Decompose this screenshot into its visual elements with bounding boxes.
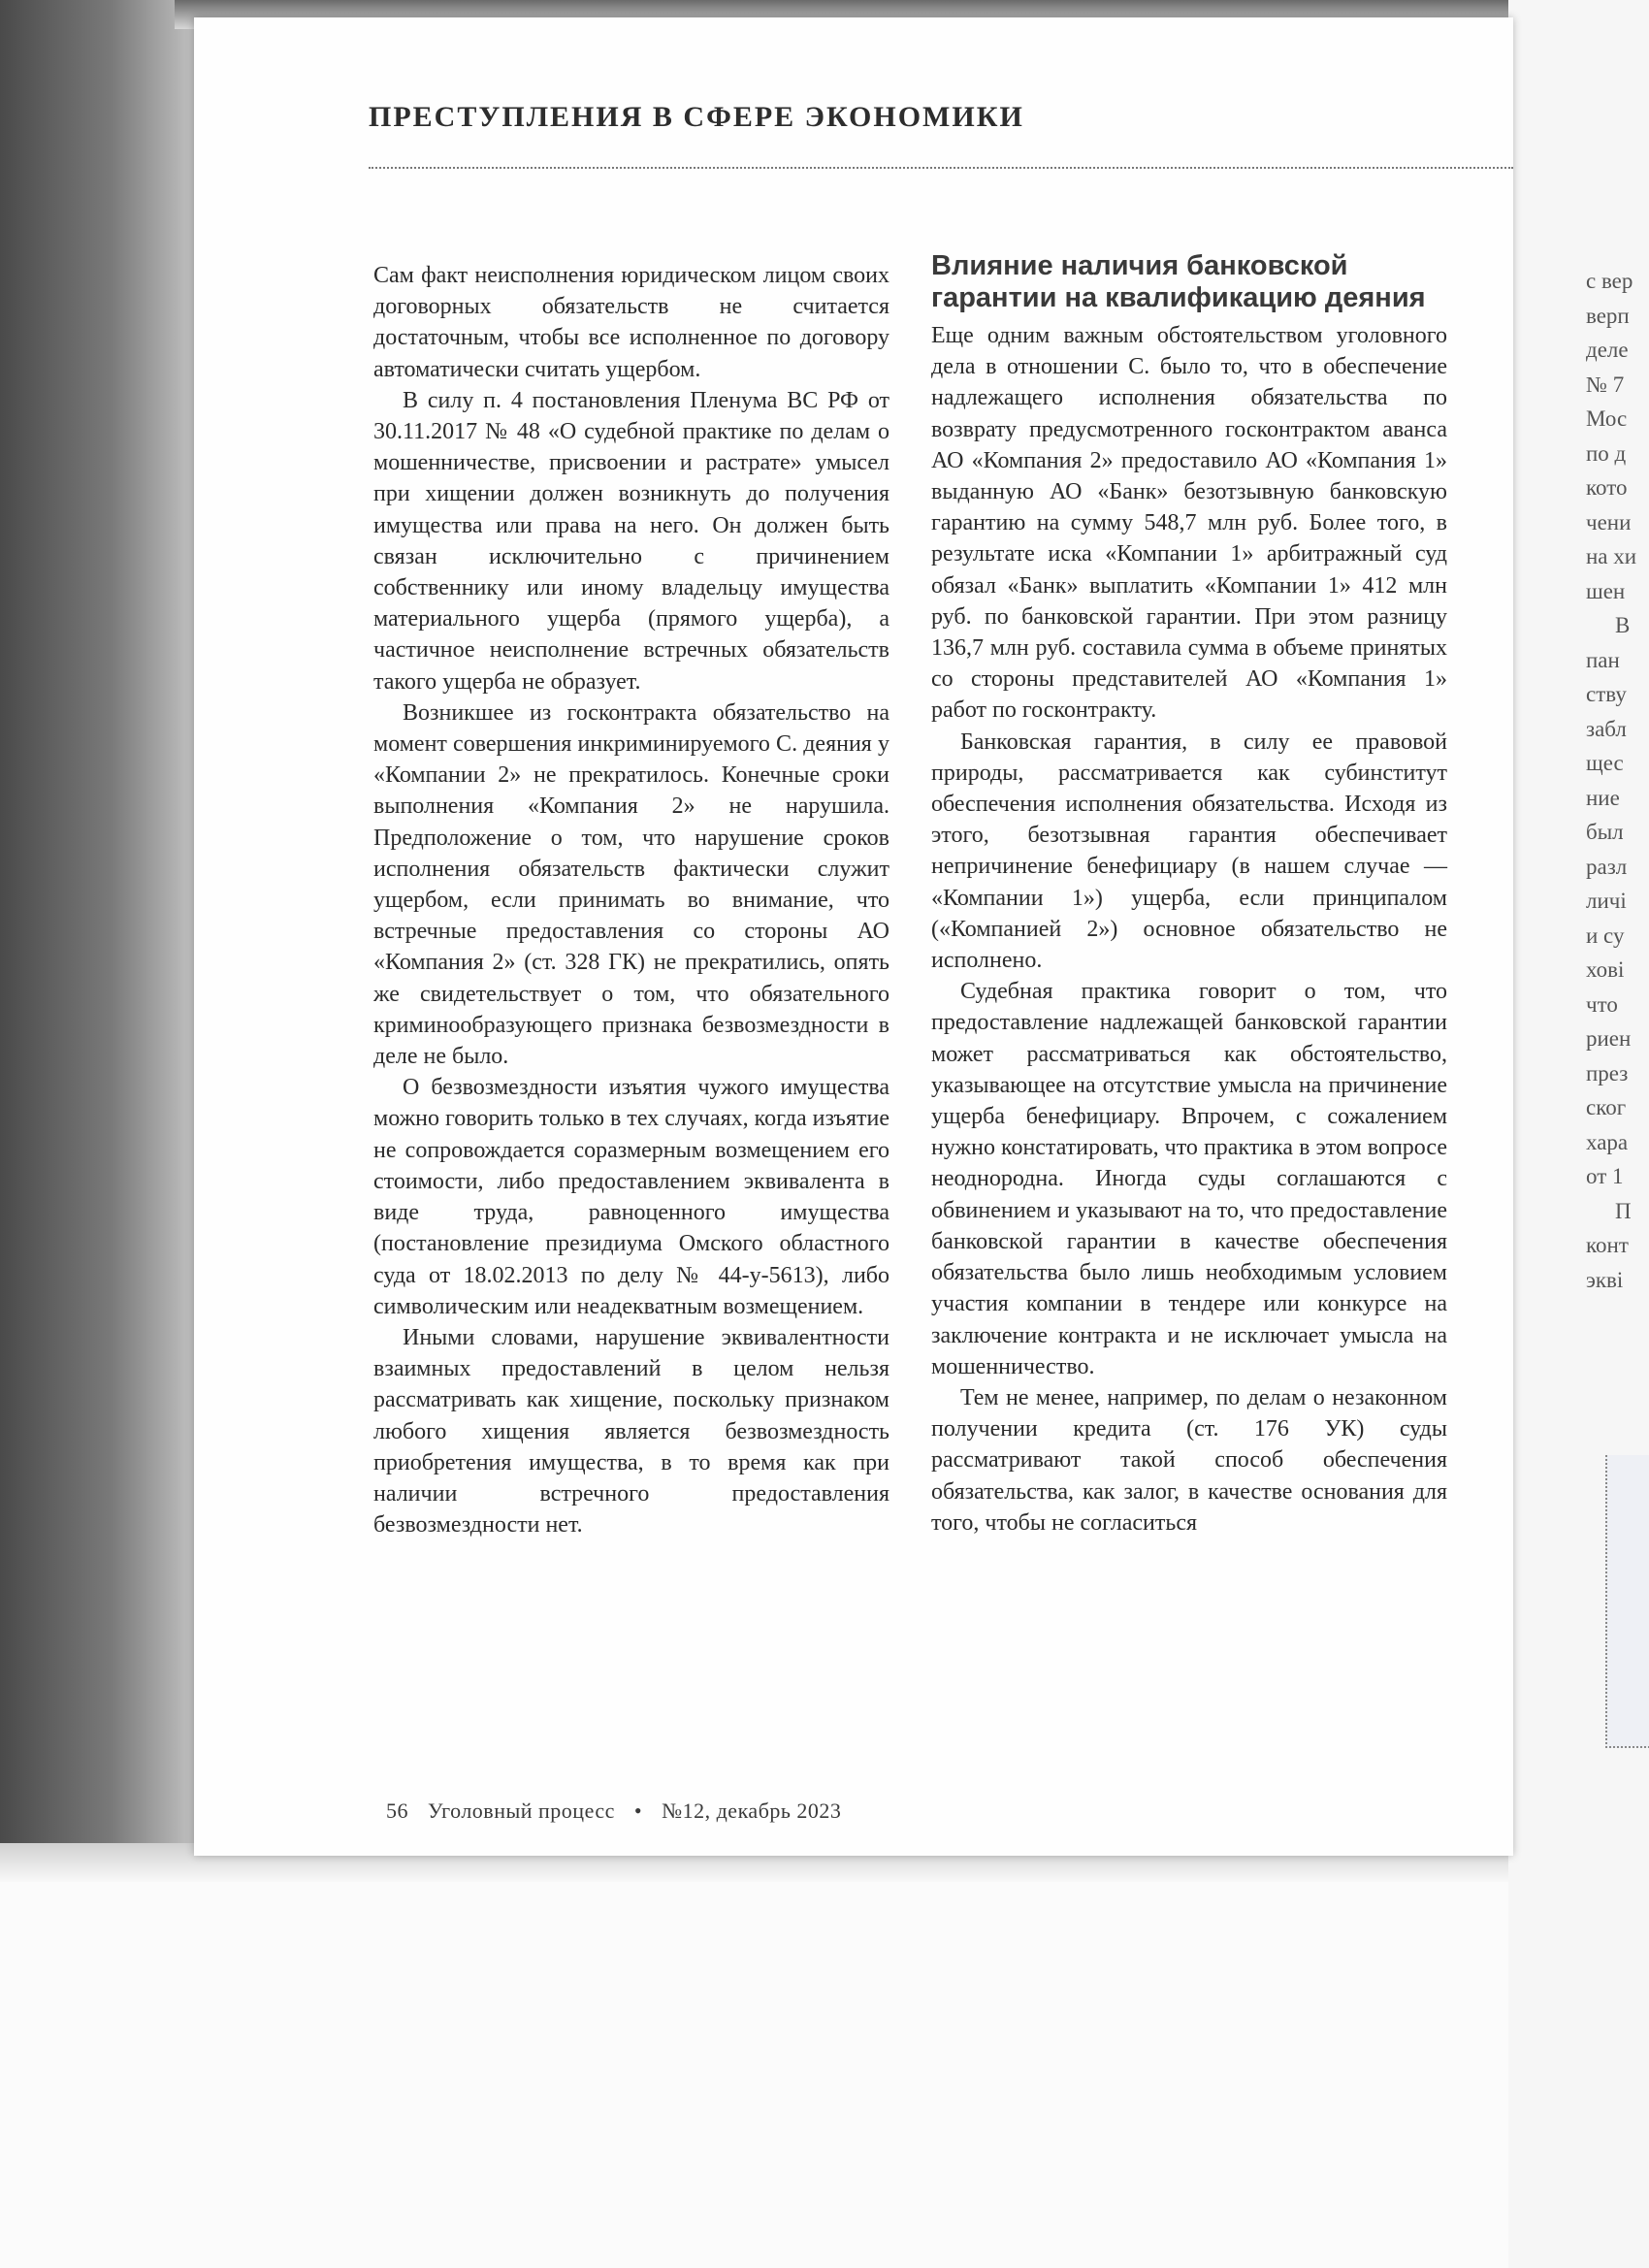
paragraph: Сам факт неисполнения юридическом лицом своих договорных обязательств не считается достаточным, чтобы все исполненное по договору автоматически считать ущербом.: [373, 263, 889, 382]
next-page-text-fragment: и су: [1586, 923, 1625, 948]
next-page-text-fragment: ству: [1586, 682, 1627, 706]
next-page-text-fragment: с вер: [1586, 269, 1633, 293]
next-page-text-fragment: щес: [1586, 751, 1624, 775]
paragraph: Возникшее из госконтракта обязательство на момент совершения инкриминируемого С. деяния у «Компании 2» не прекратилось. Конечные сроки выполнения «Компания 2» не нарушила. Предположение о том, что нарушение сроков исполнения обязательств фактически служит ущербом, если принимать во внимание, что встречные предоставления со стороны АО «Компания 2» (ст. 328 ГК) не прекратились, опять же свидетельствует о том, что обязательного криминообразующего признака безвозмездности в деле не было.: [373, 699, 889, 1070]
next-page-text-fragment: риен: [1586, 1026, 1632, 1051]
paragraph: Судебная практика говорит о том, что предоставление надлежащей банковской гарантии может рассматриваться как обстоятельство, указывающее на отсутствие умысла на причинение ущерба бенефициару. Впрочем, с сожалением нужно констатировать, что практика в этом вопросе неоднородна. Иногда суды соглашаются с обвинением и указывают на то, что предоставление банковской гарантии в качестве обеспечения обязательства было лишь необходимым условием участия компании в тендере или конкурсе на заключение контракта и не исключает умысла на мошенничество.: [931, 979, 1447, 1379]
next-page-text-fragment: хові: [1586, 957, 1625, 982]
next-page-text-fragment: деле: [1586, 338, 1629, 362]
next-page-edge: [1508, 0, 1649, 2268]
paragraph: Банковская гарантия, в силу ее правовой природы, рассматривается как субинститут обеспечения исполнения обязательства. Исходя из этого, безотзывная гарантия обеспечивает непричинение бенефициару (в нашем случае — «Компании 1») ущерба, если принципалом («Компанией 2») основное обязательство не исполнено.: [931, 729, 1447, 974]
scan-shadow-left: [0, 0, 204, 1863]
next-page-text-fragment: през: [1586, 1060, 1629, 1085]
next-page-text-fragment: В: [1615, 613, 1631, 637]
section-title: ПРЕСТУПЛЕНИЯ В СФЕРЕ ЭКОНОМИКИ: [369, 101, 1024, 133]
next-page-text-fragment: № 7: [1586, 372, 1625, 397]
next-page-text-fragment: пан: [1586, 647, 1620, 672]
issue-info: №12, декабрь 2023: [662, 1798, 842, 1823]
next-page-text-fragment: шен: [1586, 578, 1626, 603]
next-page-text-fragment: верп: [1586, 303, 1630, 328]
next-page-text-fragment: по д: [1586, 440, 1627, 466]
next-page-text-fragment: Мос: [1586, 406, 1628, 431]
next-page-text-fragment: забл: [1586, 716, 1627, 741]
next-page-text-fragment: разл: [1586, 854, 1628, 879]
right-column: [931, 250, 1447, 1539]
next-page-text-fragment: на хи: [1586, 544, 1637, 568]
next-page-text-fragment: был: [1586, 820, 1624, 844]
paragraph: В силу п. 4 постановления Пленума ВС РФ от 30.11.2017 № 48 «О судебной практике по делам о мошенничестве, присвоении и растрате» умысел при хищении должен возникнуть до получения имущества или права на него. Он должен быть связан исключительно с причинением собственнику или иному владельцу имущества материального ущерба (прямого ущерба), а частичное неисполнение встречных обязательств такого ущерба не образует.: [373, 387, 889, 695]
next-page-text-fragment: П: [1615, 1198, 1632, 1223]
journal-title: Уголовный процесс: [428, 1798, 615, 1823]
paragraph: О безвозмездности изъятия чужого имущества можно говорить только в тех случаях, когда изъятие не сопровождается соразмерным возмещением его стоимости, либо предоставлением эквивалента в виде труда, равноценного имущества (постановление президиума Омского областного суда от 18.02.2013 по делу № 44-у-5613), либо символическим или неадекватным возмещением.: [373, 1075, 889, 1319]
next-page-text-fragment: ние: [1586, 785, 1620, 810]
paragraph: Еще одним важным обстоятельством уголовного дела в отношении С. было то, что в обеспечение надлежащего исполнения обязательства по возврату предусмотренного госконтрактом аванса АО «Компания 2» предоставило АО «Компания 1» выданную АО «Банк» безотзывную банковскую гарантию на сумму 548,7 млн руб. Более того, в результате иска «Компании 1» арбитражный суд обязал «Банк» выплатить «Компании 1» 412 млн руб. по банковской гарантии. При этом разницу 136,7 млн руб. составила сумма в объеме принятых со стороны представителей АО «Компания 1» работ по госконтракту.: [931, 323, 1447, 724]
next-page-text-fragment: хара: [1586, 1129, 1629, 1154]
paragraph: Тем не менее, например, по делам о незаконном получении кредита (ст. 176 УК) суды рассматривают такой способ обеспечения обязательства, как залог, в качестве основания для того, чтобы не согласиться: [931, 1384, 1447, 1536]
next-page-text-fragment: кото: [1586, 475, 1628, 500]
subheading: Влияние наличия банковской гарантии на квалификацию деяния: [931, 250, 1426, 313]
next-page-text-fragment: чени: [1586, 509, 1632, 535]
next-page-text-fragment: от 1: [1586, 1164, 1624, 1188]
paragraph: Иными словами, нарушение эквивалентности взаимных предоставлений в целом нельзя рассматривать как хищение, поскольку признаком любого хищения является безвозмездность приобретения имущества, в то время как при наличии встречного предоставления безвозмездности нет.: [373, 1324, 889, 1539]
next-page-text-fragment: конт: [1586, 1233, 1629, 1257]
header-divider: [369, 167, 1513, 169]
page-number: 56: [386, 1798, 408, 1823]
next-page-text-fragment: ског: [1586, 1095, 1627, 1119]
next-page-text-fragment: экві: [1586, 1267, 1624, 1292]
left-column: [373, 260, 889, 1540]
next-page-sidebar-box: [1605, 1455, 1649, 1748]
page-footer: [386, 1798, 855, 1824]
footer-bullet: •: [633, 1798, 643, 1823]
next-page-text-fragment: что: [1586, 991, 1618, 1017]
next-page-text-fragment: личі: [1586, 889, 1627, 913]
